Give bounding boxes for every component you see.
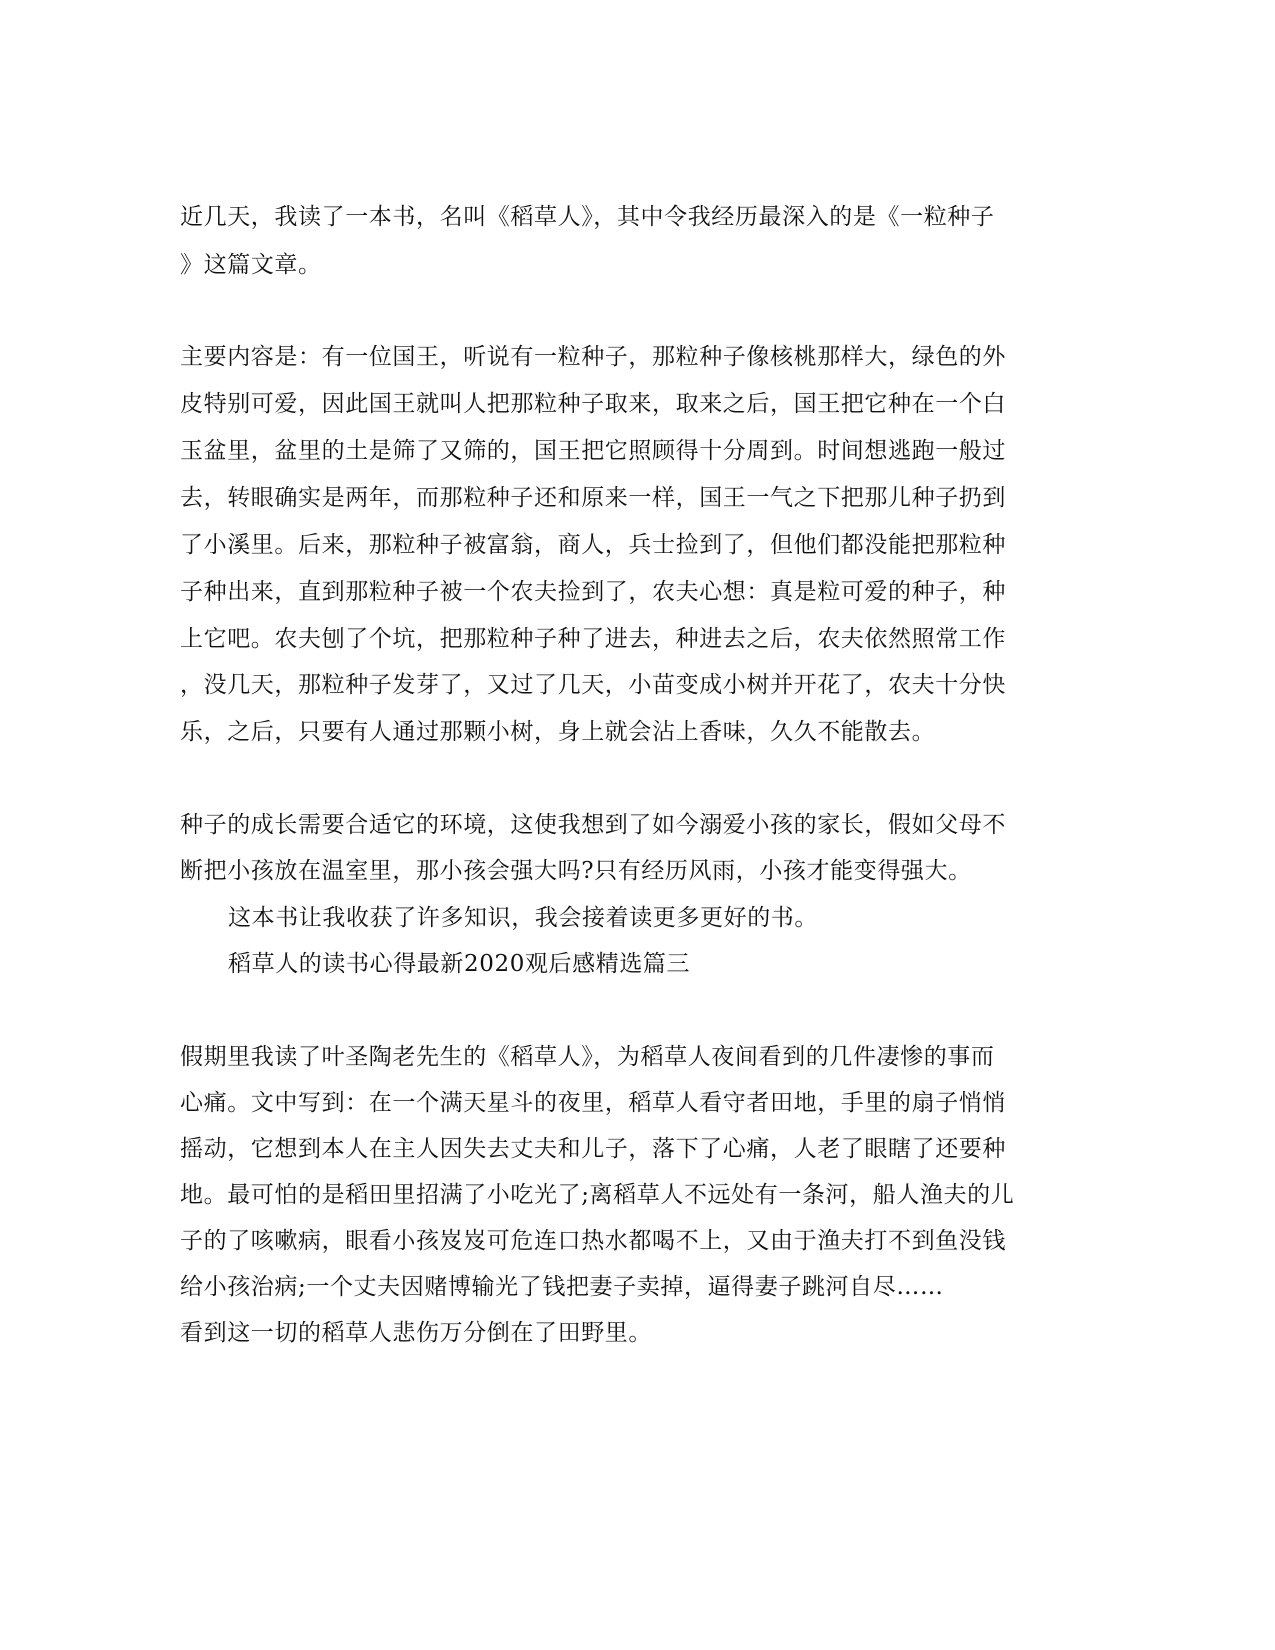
- paragraph-2-line-9: 乐，之后，只要有人通过那颗小树，身上就会沾上香味，久久不能散去。: [180, 719, 936, 745]
- paragraph-1-line-2: 》这篇文章。: [180, 252, 322, 278]
- paragraph-2-line-4: 去，转眼确实是两年，而那粒种子还和原来一样，国王一气之下把那儿种子扔到: [180, 485, 1006, 511]
- paragraph-5-line-2: 心痛。文中写到：在一个满天星斗的夜里，稻草人看守者田地，手里的扇子悄悄: [180, 1090, 1006, 1116]
- section-heading: 稻草人的读书心得最新2020观后感精选篇三: [228, 951, 691, 977]
- paragraph-2-line-5: 了小溪里。后来，那粒种子被富翁，商人，兵士捡到了，但他们都没能把那粒种: [180, 532, 1006, 558]
- paragraph-5-line-7: 看到这一切的稻草人悲伤万分倒在了田野里。: [180, 1320, 652, 1346]
- paragraph-4-line-1: 这本书让我收获了许多知识，我会接着读更多更好的书。: [228, 905, 818, 931]
- paragraph-1-line-1: 近几天，我读了一本书，名叫《稻草人》，其中令我经历最深入的是《一粒种子: [180, 204, 995, 230]
- paragraph-5-line-4: 地。最可怕的是稻田里招满了小吃光了;离稻草人不远处有一条河，船人渔夫的儿: [180, 1182, 1015, 1208]
- paragraph-2-line-3: 玉盆里，盆里的土是筛了又筛的，国王把它照顾得十分周到。时间想逃跑一般过: [180, 438, 1006, 464]
- paragraph-2-line-7: 上它吧。农夫刨了个坑，把那粒种子种了进去，种进去之后，农夫依然照常工作: [180, 626, 1006, 652]
- paragraph-2-line-1: 主要内容是：有一位国王，听说有一粒种子，那粒种子像核桃那样大，绿色的外: [180, 344, 1006, 370]
- paragraph-2-line-2: 皮特别可爱，因此国王就叫人把那粒种子取来，取来之后，国王把它种在一个白: [180, 391, 1006, 417]
- paragraph-5-line-6: 给小孩治病;一个丈夫因赌博输光了钱把妻子卖掉，逼得妻子跳河自尽……: [180, 1274, 944, 1300]
- paragraph-5-line-5: 子的了咳嗽病，眼看小孩岌岌可危连口热水都喝不上，又由于渔夫打不到鱼没钱: [180, 1228, 1006, 1254]
- paragraph-3-line-1: 种子的成长需要合适它的环境，这使我想到了如今溺爱小孩的家长，假如父母不: [180, 812, 1006, 838]
- paragraph-2-line-6: 子种出来，直到那粒种子被一个农夫捡到了，农夫心想：真是粒可爱的种子，种: [180, 579, 1006, 605]
- paragraph-2-line-8: ，没几天，那粒种子发芽了，又过了几天，小苗变成小树并开花了，农夫十分快: [180, 672, 1006, 698]
- paragraph-5-line-1: 假期里我读了叶圣陶老先生的《稻草人》，为稻草人夜间看到的几件凄惨的事而: [180, 1044, 995, 1070]
- paragraph-3-line-2: 断把小孩放在温室里，那小孩会强大吗?只有经历风雨，小孩才能变得强大。: [180, 858, 972, 884]
- paragraph-5-line-3: 摇动，它想到本人在主人因失去丈夫和儿子，落下了心痛，人老了眼瞎了还要种: [180, 1136, 1006, 1162]
